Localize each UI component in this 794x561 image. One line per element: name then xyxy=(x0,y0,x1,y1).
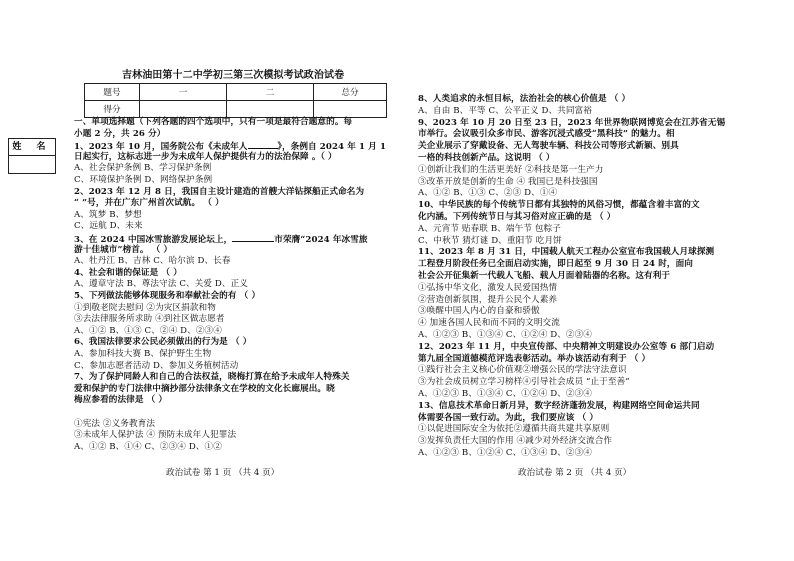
question-line: C、参加志愿者活动 D、参加义务植树活动 xyxy=(74,360,239,371)
question-line: 日起实行，这标志进一步为未成年人保护提供有力的法治保障 。（ ） xyxy=(74,151,337,162)
question-line: 10、中华民族的每个传统节日都有其独特的风俗习惯，都蕴含着丰富的文 xyxy=(418,200,700,211)
score-table xyxy=(84,83,387,118)
score-cell: 题号 xyxy=(85,84,140,101)
score-cell xyxy=(227,101,314,118)
question-line: 化内涵。下列传统节日与其习俗对应正确的是 （ ） xyxy=(418,212,616,222)
exam-title: 吉林油田第十二中学初三第三次模拟考试政治试卷 xyxy=(122,70,345,81)
question-line: A、①②③ B、①③④ C、①②④ D、②③④ xyxy=(418,389,592,399)
question-line: C、远航 D、未来 xyxy=(74,221,143,232)
score-cell xyxy=(140,101,227,118)
question-line: ①弘扬中华文化，激发人民爱国热情 xyxy=(418,282,558,293)
question-line: 游十佳城市”榜首。 （ ） xyxy=(74,244,173,255)
page-footer: 政治试卷 第 2 页 （共 4 页） xyxy=(518,468,632,478)
question-line: 一格的科技创新产品。这说明 （ ） xyxy=(418,153,555,163)
question-line: 市举行。会议吸引众多市民、游客沉浸式感受“黑科技” 的魅力。相 xyxy=(418,129,675,140)
name-label: 姓 名 xyxy=(9,139,55,156)
question-line: ③未成年人保护法 ④ 预防未成年人犯罪法 xyxy=(74,430,237,441)
question-line: ③唤醒中国人内心的自豪和骄傲 xyxy=(418,306,540,317)
question-line: ③去法律服务所求助 ④到社区做志愿者 xyxy=(74,314,225,325)
question-line: A、社会保护条例 B、学习保护条例 xyxy=(74,163,212,174)
question-line: ③为社会成员树立学习榜样④引导社会成员 “止于至善” xyxy=(418,377,630,388)
score-cell: 得分 xyxy=(85,101,140,118)
score-cell xyxy=(314,101,387,118)
question-line: ①宪法 ②义务教育法 xyxy=(74,418,156,429)
question-line: A、遵章守法 B、尊法守法 C、关爱 D、正义 xyxy=(74,279,248,290)
page-left xyxy=(36,0,416,561)
question-line: 3、在 2024 中国冰雪旅游发展论坛上， 市荣膺“2024 年冰雪旅 xyxy=(74,235,368,245)
page-right xyxy=(418,0,794,561)
question-line: A、牡丹江 B、吉林 C、哈尔滨 D、长春 xyxy=(74,256,231,267)
page-footer: 政治试卷 第 1 页 （共 4 页） xyxy=(166,468,280,478)
question-line: 13、信息技术革命日新月异，数字经济蓬勃发展，构建网络空间命运共同 xyxy=(418,400,700,411)
question-line: 工程登月阶段任务已全面启动实施，即日起至 9 月 30 日 24 时，面向 xyxy=(418,259,693,270)
question-line: ②营造创新氛围，提升公民个人素养 xyxy=(418,294,558,305)
question-line: 6、我国法律要求公民必须做出的行为是 （ ） xyxy=(74,337,252,348)
answer-blank xyxy=(248,140,278,149)
question-line: 社会公开征集新一代载人飞船、载人月面着陆器的名称。这有利于 xyxy=(418,271,671,281)
question-line: 12、2023 年 11 月，中央宣传部、中央精神文明建设办公室等 6 部门启动 xyxy=(418,341,715,352)
question-line: “ ”号，并在广东广州首次试航。 （ ） xyxy=(74,198,224,209)
question-line: ①践行社会主义核心价值观②增强公民的学法守法意识 xyxy=(418,365,627,376)
question-line: 7、为了保护同龄人和自己的合法权益，晓梅打算在给予未成年人特殊关 xyxy=(74,372,350,383)
question-line: 小题 2 分，共 26 分） xyxy=(74,128,166,139)
question-line: A、①② B、①③ C、②④ D、②③④ xyxy=(74,325,222,336)
score-cell: 一 xyxy=(140,84,227,101)
question-line: A、①②③ B、①②④ C、①③④ D、②③④ xyxy=(418,448,592,458)
question-line: 1、2023 年 10 月，国务院公布《未成年人 》，条例自 2024 年 1 月 1 xyxy=(74,142,387,153)
question-line: 梅应参看的法律是 （ ） xyxy=(74,395,168,406)
answer-blank xyxy=(232,233,274,242)
question-line: 4、社会和谐的保证是 （ ） xyxy=(74,267,182,278)
question-line: A、参加科技大赛 B、保护野生生物 xyxy=(74,349,212,359)
question-line: A、①② B、①④ C、②③④ D、①② xyxy=(74,441,222,452)
question-line: 爱和保护的专门法律中摘抄部分法律条文在学校的文化长廊展出。晓 xyxy=(74,383,335,394)
question-line: A、元宵节 贴春联 B、端午节 包粽子 xyxy=(418,223,561,234)
question-line: C、环境保护条例 D、网络保护条例 xyxy=(74,175,213,185)
question-line: ①到敬老院去慰问 ②为灾区捐款和物 xyxy=(74,302,216,313)
question-line: ③改革开放是创新的生命 ④ 我国已是科技强国 xyxy=(418,176,598,187)
question-line: ①以促进国际安全为依托②遵循共商共建共享原则 xyxy=(418,424,610,435)
question-line: A、筑梦 B、梦想 xyxy=(74,209,142,220)
question-line: 2、2023 年 12 月 8 日，我国自主设计建造的首艘大洋钻探船正式命名为 xyxy=(74,186,365,197)
score-cell: 二 xyxy=(227,84,314,101)
question-line: A、①②③ B、①③④ C、①②④ D、②③④ xyxy=(418,330,592,340)
question-line: A、①② B、①③ C、②③ D、①④ xyxy=(418,188,558,199)
score-cell: 总分 xyxy=(314,84,387,101)
question-line: 9、2023 年 10 月 20 日至 23 日，2023 年世界物联网博览会在江苏省无锡 xyxy=(418,117,726,128)
question-line: A、自由 B、平等 C、公平正义 D、共同富裕 xyxy=(418,105,592,116)
question-line: 体需要各国一致行动。为此，我们要应该 （ ） xyxy=(418,412,599,423)
question-line: 一、单项选择题（下列各题的四个选项中，只有一项是最符合题意的。每 xyxy=(74,117,353,127)
question-line: ④ 加速各国人民和而不同的文明交流 xyxy=(418,318,560,329)
question-line: 第九届全国道德模范评选表彰活动。举办该活动有利于 （ ） xyxy=(418,353,651,364)
question-line: 5、下列做法能够体现服务和奉献社会的有 （ ） xyxy=(74,291,261,301)
question-line: 8、人类追求的永恒目标，法治社会的核心价值是 （ ） xyxy=(418,94,631,104)
question-line: 11、2023 年 8 月 31 日，中国载人航天工程办公室宣布我国载人月球探测 xyxy=(418,247,715,258)
question-line: ①创新让我们的生活更美好 ②科技是第一生产力 xyxy=(418,164,604,175)
question-line: ③发挥负责任大国的作用 ④减少对外经济交流合作 xyxy=(418,436,613,447)
question-line: 关企业展示了穿戴设备、无人驾驶车辆、科技公司等形式新颖、别具 xyxy=(418,141,679,152)
question-line: C、中秋节 猜灯谜 D、重阳节 吃月饼 xyxy=(418,235,562,246)
